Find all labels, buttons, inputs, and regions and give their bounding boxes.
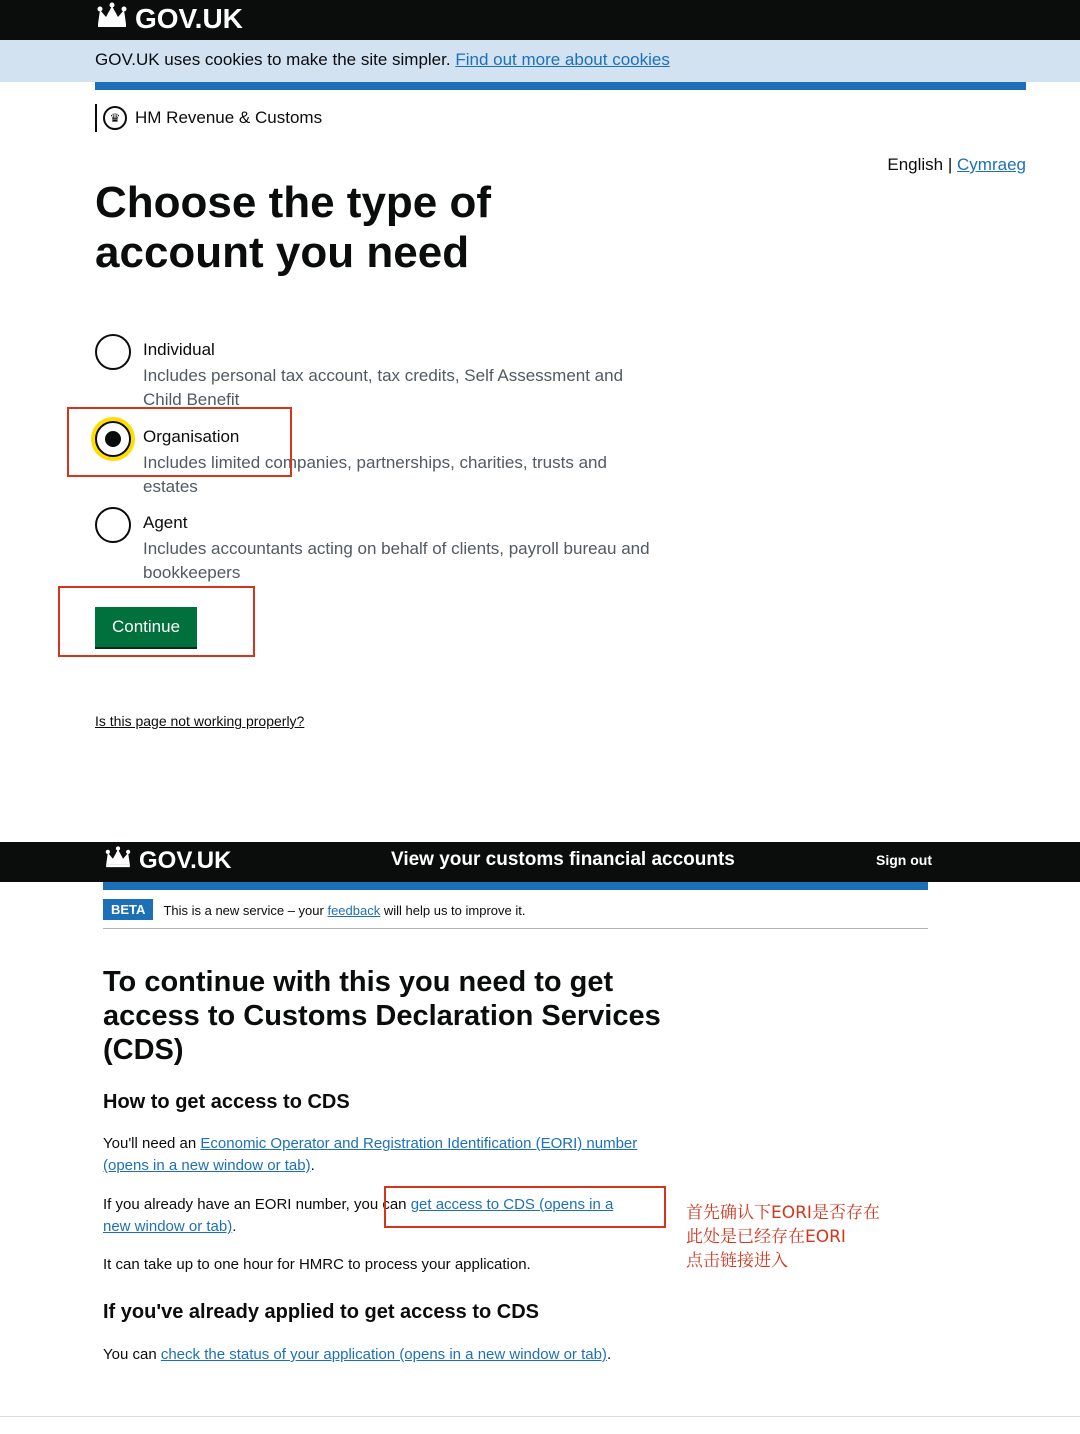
department-name: HM Revenue & Customs: [135, 108, 323, 127]
govuk-logo[interactable]: [103, 846, 231, 875]
radio-hint: Includes limited companies, partnerships, charities, trusts and estates: [143, 453, 607, 496]
p1-after: .: [310, 1157, 315, 1174]
heading-how-to-access: How to get access to CDS: [103, 1091, 350, 1113]
department-banner: [95, 104, 322, 132]
processing-time-paragraph: It can take up to one hour for HMRC to process your application.: [103, 1256, 531, 1273]
beta-text: [163, 899, 525, 918]
feedback-link[interactable]: feedback: [327, 903, 381, 918]
p2-after: .: [232, 1218, 237, 1235]
radio-agent[interactable]: [95, 507, 655, 581]
cds-page-title: To continue with this you need to get access to Customs Declaration Services (CDS): [103, 966, 661, 1066]
p2-before: If you already have an EORI number, you can: [103, 1196, 407, 1213]
eori-paragraph: [103, 1133, 643, 1177]
service-blue-rule: [103, 882, 928, 890]
p4-before: You can: [103, 1346, 157, 1363]
radio-label: Individual: [143, 340, 215, 359]
check-status-link[interactable]: check the status of your application (opens in a new window or tab): [160, 1346, 607, 1363]
logo-text: GOV.UK: [139, 846, 232, 874]
p1-before: You'll need an: [103, 1135, 197, 1152]
get-access-cds-link[interactable]: get access to CDS (opens in a new window or tab): [103, 1196, 614, 1235]
annotation-line-2: 此处是已经存在EORI: [686, 1227, 846, 1247]
govuk-logo[interactable]: [95, 2, 243, 35]
cookie-banner: [0, 40, 1080, 82]
highlight-cds-link-box: [384, 1186, 666, 1228]
p4-after: .: [606, 1346, 612, 1363]
cookie-text: GOV.UK uses cookies to make the site simpler.: [95, 50, 451, 69]
beta-tag: BETA: [103, 899, 153, 920]
radio-hint: Includes personal tax account, tax credits, Self Assessment and Child Benefit: [143, 366, 624, 409]
beta-text-before: This is a new service – your: [163, 903, 324, 918]
lang-separator: |: [947, 155, 953, 174]
header-blue-rule: [95, 82, 1026, 90]
logo-text: GOV.UK: [135, 2, 243, 34]
phase-banner: [103, 899, 928, 929]
radio-button[interactable]: [95, 507, 131, 543]
radio-label: Organisation: [143, 427, 240, 446]
language-switcher: [887, 155, 1026, 175]
crown-icon: [103, 846, 133, 875]
annotation-line-1: 首先确认下EORI是否存在: [686, 1203, 880, 1223]
radio-individual[interactable]: [95, 334, 655, 408]
radio-label: Agent: [143, 513, 188, 532]
annotation-line-3: 点击链接进入: [686, 1251, 788, 1271]
sign-out-link[interactable]: Sign out: [876, 852, 932, 868]
highlight-organisation-box: [67, 407, 292, 477]
crown-icon: [95, 2, 129, 35]
highlight-continue-box: [58, 586, 255, 657]
eori-link[interactable]: Economic Operator and Registration Identification (EORI) number (opens in a new window or tab): [103, 1135, 638, 1174]
heading-already-applied: If you've already applied to get access to CDS: [103, 1301, 540, 1323]
status-paragraph: [103, 1344, 703, 1366]
chinese-annotation: [686, 1201, 926, 1273]
continue-button[interactable]: Continue: [95, 607, 197, 647]
radio-button[interactable]: [95, 334, 131, 370]
radio-hint: Includes accountants acting on behalf of clients, payroll bureau and bookkeepers: [143, 539, 650, 582]
lang-english: English: [887, 155, 944, 174]
footer-divider: [0, 1416, 1080, 1417]
service-name-link[interactable]: View your customs financial accounts: [391, 849, 735, 870]
cookie-link[interactable]: Find out more about cookies: [455, 50, 670, 69]
beta-text-after: will help us to improve it.: [383, 903, 526, 918]
page-not-working-link[interactable]: Is this page not working properly?: [95, 713, 305, 729]
hmrc-crest-icon: ♛: [103, 106, 127, 130]
page-title: Choose the type of account you need: [95, 178, 492, 277]
lang-cymraeg-link[interactable]: Cymraeg: [957, 155, 1026, 174]
